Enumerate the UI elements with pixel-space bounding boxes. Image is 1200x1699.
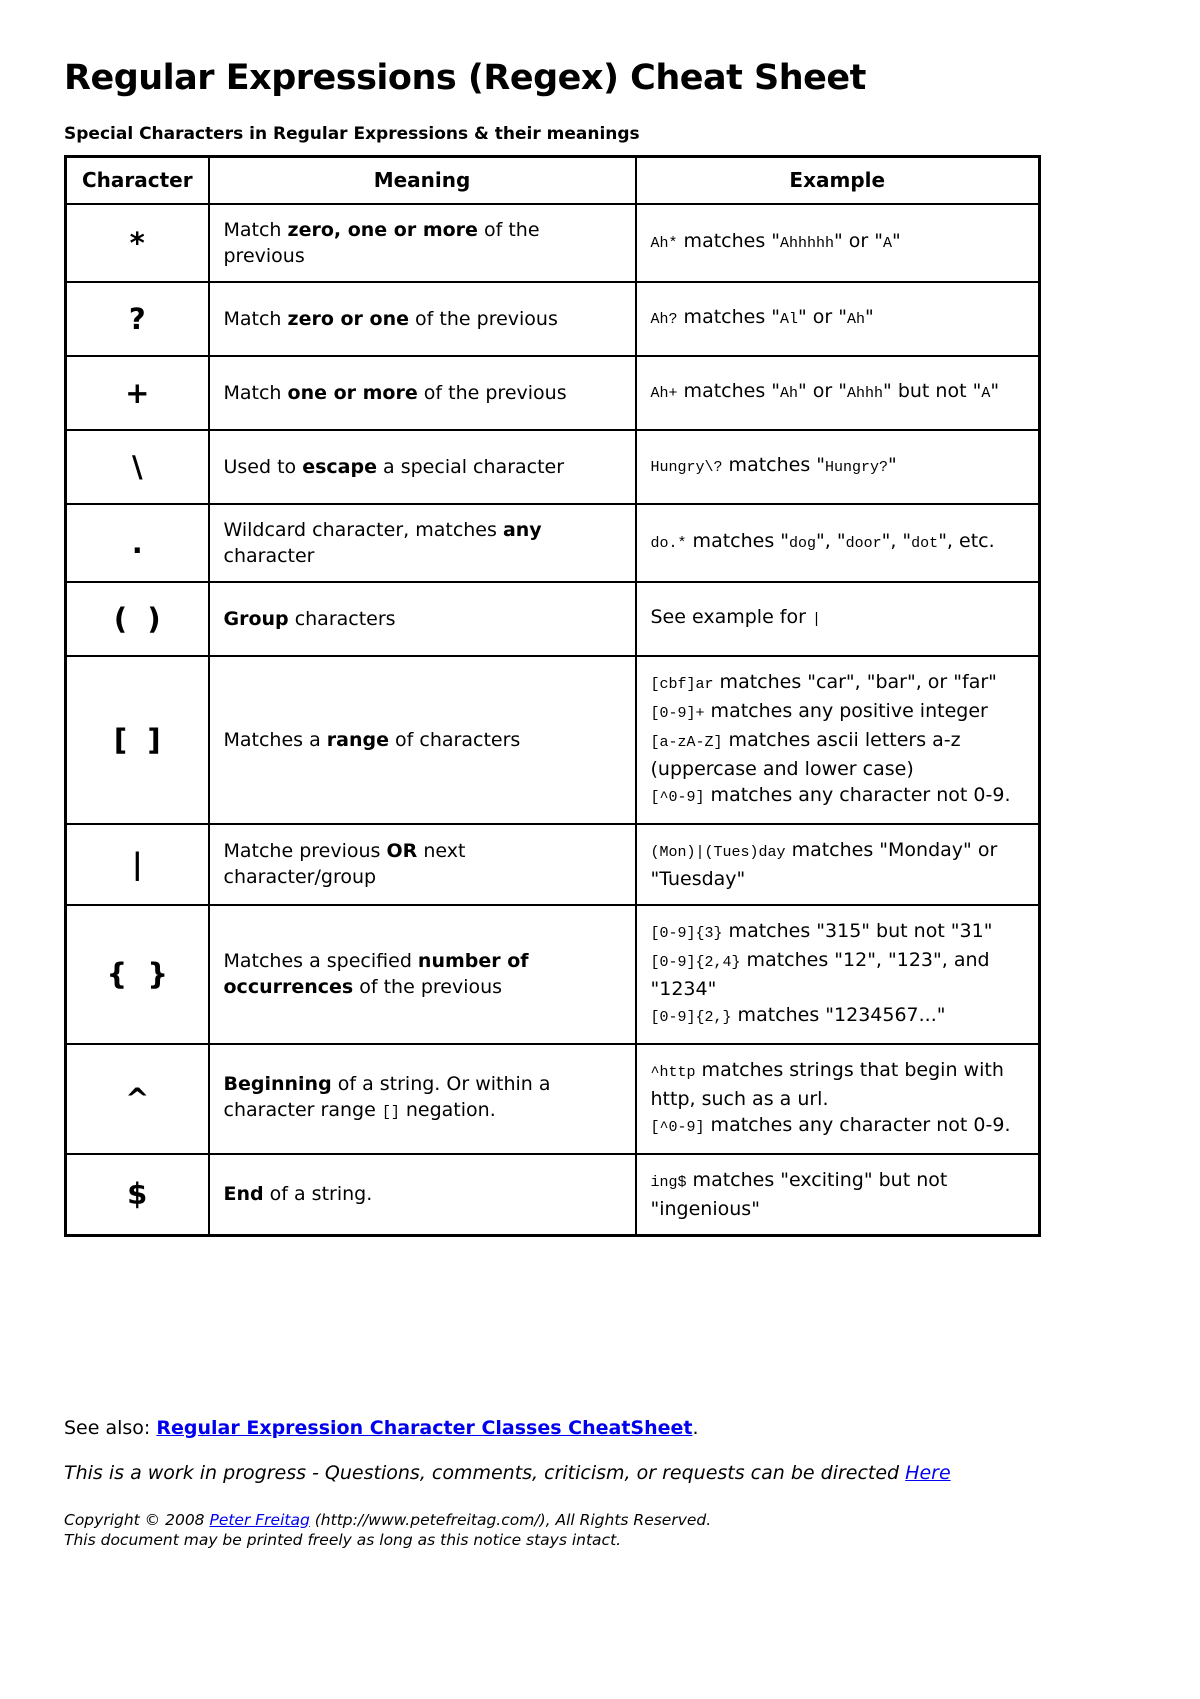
code-snippet: [cbf]ar <box>650 675 714 693</box>
text: " <box>865 306 874 328</box>
code-snippet: A <box>981 385 991 402</box>
example-cell <box>636 430 1040 504</box>
text: Match <box>223 381 288 404</box>
code-snippet: [0-9]+ <box>650 704 705 722</box>
code-snippet: Ahhh <box>847 385 884 402</box>
meaning-cell <box>209 504 636 582</box>
page-title: Regular Expressions (Regex) Cheat Sheet <box>64 58 866 98</box>
text: matches " <box>722 454 826 476</box>
meaning-cell <box>209 905 636 1044</box>
code-snippet: [^0-9] <box>650 1118 705 1136</box>
meaning-cell <box>209 582 636 656</box>
text: " or " <box>798 306 848 328</box>
text: of characters <box>389 728 521 751</box>
bold-text: zero, one or more <box>287 218 478 241</box>
bold-text: Group <box>223 607 289 630</box>
character-cell: [ ] <box>66 656 209 824</box>
example-cell <box>636 824 1040 905</box>
text: Matche previous <box>223 840 387 862</box>
example-cell <box>636 204 1040 282</box>
example-cell <box>636 1044 1040 1154</box>
bold-text: number of occurrences <box>223 950 529 998</box>
character-cell: . <box>66 504 209 582</box>
column-header-example: Example <box>636 157 1040 204</box>
code-snippet: [] <box>381 1104 400 1121</box>
table-row <box>66 204 1040 282</box>
work-in-progress-line <box>64 1462 1140 1484</box>
text: " <box>892 230 901 252</box>
bold-text: zero or one <box>287 307 410 330</box>
character-cell: + <box>66 356 209 430</box>
code-snippet: Ah* <box>650 235 678 252</box>
text: matches " <box>677 306 781 328</box>
code-snippet: door <box>845 535 882 552</box>
code-snippet: A <box>883 235 893 252</box>
text: matches strings that begin with http, such as a url. <box>650 1058 1004 1110</box>
example-cell <box>636 905 1040 1044</box>
table-row <box>66 1154 1040 1236</box>
table-row <box>66 905 1040 1044</box>
code-snippet: Ahhhhh <box>780 235 835 252</box>
text: matches any character not 0-9. <box>704 1113 1011 1136</box>
code-snippet: Ah <box>847 311 866 328</box>
text: " <box>990 380 1000 402</box>
text: of a string. Or within a character range <box>223 1073 551 1121</box>
bold-text: escape <box>302 455 377 478</box>
meaning-cell <box>209 356 636 430</box>
text: negation. <box>399 1099 496 1121</box>
table-row <box>66 430 1040 504</box>
text: " or " <box>834 230 884 252</box>
meaning-cell <box>209 656 636 824</box>
bold-text: any <box>502 518 542 541</box>
meaning-cell <box>209 282 636 356</box>
character-cell: $ <box>66 1154 209 1236</box>
bold-text: one or more <box>287 381 418 404</box>
copyright-prefix: Copyright © 2008 <box>64 1510 210 1529</box>
code-snippet: Hungry\? <box>650 459 723 476</box>
text: matches " <box>677 380 781 402</box>
text: matches any character not 0-9. <box>704 783 1011 806</box>
text: matches "car", "bar", or "far" <box>713 670 997 693</box>
text: matches "315" but not "31" <box>722 919 993 942</box>
table-row <box>66 582 1040 656</box>
meaning-cell <box>209 824 636 905</box>
meaning-cell <box>209 204 636 282</box>
character-cell: { } <box>66 905 209 1044</box>
text: Wildcard character, matches <box>223 518 503 541</box>
work-in-progress-text: This is a work in progress - Questions, comments, criticism, or requests can be directed <box>64 1461 906 1484</box>
text: of a string. <box>263 1183 373 1205</box>
text: matches " <box>686 530 790 552</box>
copyright-suffix: (http://www.petefreitag.com/), All Rights Reserved. <box>309 1510 712 1529</box>
table-body <box>66 204 1040 1236</box>
text: " <box>888 454 897 476</box>
text: ", " <box>881 530 912 552</box>
text: Match <box>223 307 288 330</box>
peter-freitag-link[interactable]: Peter Freitag <box>209 1510 310 1529</box>
text: Used to <box>223 455 303 478</box>
bold-text: range <box>326 728 390 751</box>
text: matches "12", "123", and "1234" <box>650 948 990 1000</box>
text: matches "1234567..." <box>731 1003 946 1026</box>
code-snippet: | <box>811 611 821 628</box>
code-snippet: [0-9]{3} <box>650 924 723 942</box>
text: matches " <box>677 230 781 252</box>
meaning-cell <box>209 1044 636 1154</box>
code-snippet: Al <box>780 311 799 328</box>
text: ", etc. <box>938 530 995 552</box>
code-snippet: Ah <box>780 385 799 402</box>
text: See example for <box>650 606 812 628</box>
table-row <box>66 504 1040 582</box>
text: " or " <box>798 380 848 402</box>
code-snippet: Ah+ <box>650 385 678 402</box>
table-row <box>66 356 1040 430</box>
code-snippet: do.* <box>650 535 687 552</box>
text: next character/group <box>223 840 466 888</box>
bold-text: End <box>223 1183 264 1205</box>
code-snippet: Ah? <box>650 311 678 328</box>
text: Matches a specified <box>223 950 418 972</box>
text: Matches a <box>223 728 327 751</box>
bold-text: Beginning <box>223 1073 332 1095</box>
character-cell: ^ <box>66 1044 209 1154</box>
text: " but not " <box>883 380 982 402</box>
example-cell <box>636 356 1040 430</box>
meaning-cell <box>209 1154 636 1236</box>
character-cell: ( ) <box>66 582 209 656</box>
bold-text: OR <box>386 840 418 862</box>
text: matches any positive integer <box>704 699 988 722</box>
code-snippet: [0-9]{2,} <box>650 1008 732 1026</box>
table-row <box>66 282 1040 356</box>
code-snippet: ing$ <box>650 1173 687 1191</box>
code-snippet: Hungry? <box>825 459 889 476</box>
text: Match <box>223 218 288 241</box>
code-snippet: dot <box>911 535 939 552</box>
code-snippet: dog <box>789 535 817 552</box>
table-row <box>66 1044 1040 1154</box>
column-header-meaning: Meaning <box>209 157 636 204</box>
text: of the previous <box>417 381 567 404</box>
copyright-block <box>64 1510 1140 1550</box>
character-classes-link[interactable]: Regular Expression Character Classes CheatSheet <box>156 1416 693 1439</box>
example-cell <box>636 504 1040 582</box>
see-also-line <box>64 1417 1140 1439</box>
text: matches "exciting" but not "ingenious" <box>650 1168 948 1220</box>
code-snippet: (Mon)|(Tues)day <box>650 843 786 861</box>
table-row <box>66 656 1040 824</box>
table-row <box>66 824 1040 905</box>
example-cell <box>636 1154 1040 1236</box>
code-snippet: [a-zA-Z] <box>650 733 723 751</box>
character-cell: \ <box>66 430 209 504</box>
page-subtitle: Special Characters in Regular Expressions & their meanings <box>64 124 640 144</box>
table-header <box>66 157 1040 204</box>
example-cell <box>636 582 1040 656</box>
see-also-period: . <box>692 1416 699 1439</box>
character-cell: | <box>66 824 209 905</box>
print-notice: This document may be printed freely as long as this notice stays intact. <box>64 1530 622 1549</box>
text: of the previous <box>409 307 558 330</box>
text: matches "Monday" or "Tuesday" <box>650 838 998 890</box>
see-also-text: See also: <box>64 1416 157 1439</box>
character-cell: ? <box>66 282 209 356</box>
example-cell <box>636 282 1040 356</box>
text: of the previous <box>353 976 503 998</box>
text: of the previous <box>223 218 540 267</box>
here-link[interactable]: Here <box>905 1461 951 1484</box>
example-cell <box>636 656 1040 824</box>
regex-table <box>64 155 1041 1237</box>
code-snippet: [^0-9] <box>650 788 705 806</box>
text: a special character <box>377 455 565 478</box>
meaning-cell <box>209 430 636 504</box>
text: characters <box>288 607 396 630</box>
character-cell: * <box>66 204 209 282</box>
header-row <box>66 157 1040 204</box>
text: character <box>223 544 315 567</box>
column-header-character: Character <box>66 157 209 204</box>
text: matches ascii letters a-z (uppercase and lower case) <box>650 728 961 780</box>
code-snippet: ^http <box>650 1063 696 1081</box>
code-snippet: [0-9]{2,4} <box>650 953 741 971</box>
text: ", " <box>816 530 846 552</box>
